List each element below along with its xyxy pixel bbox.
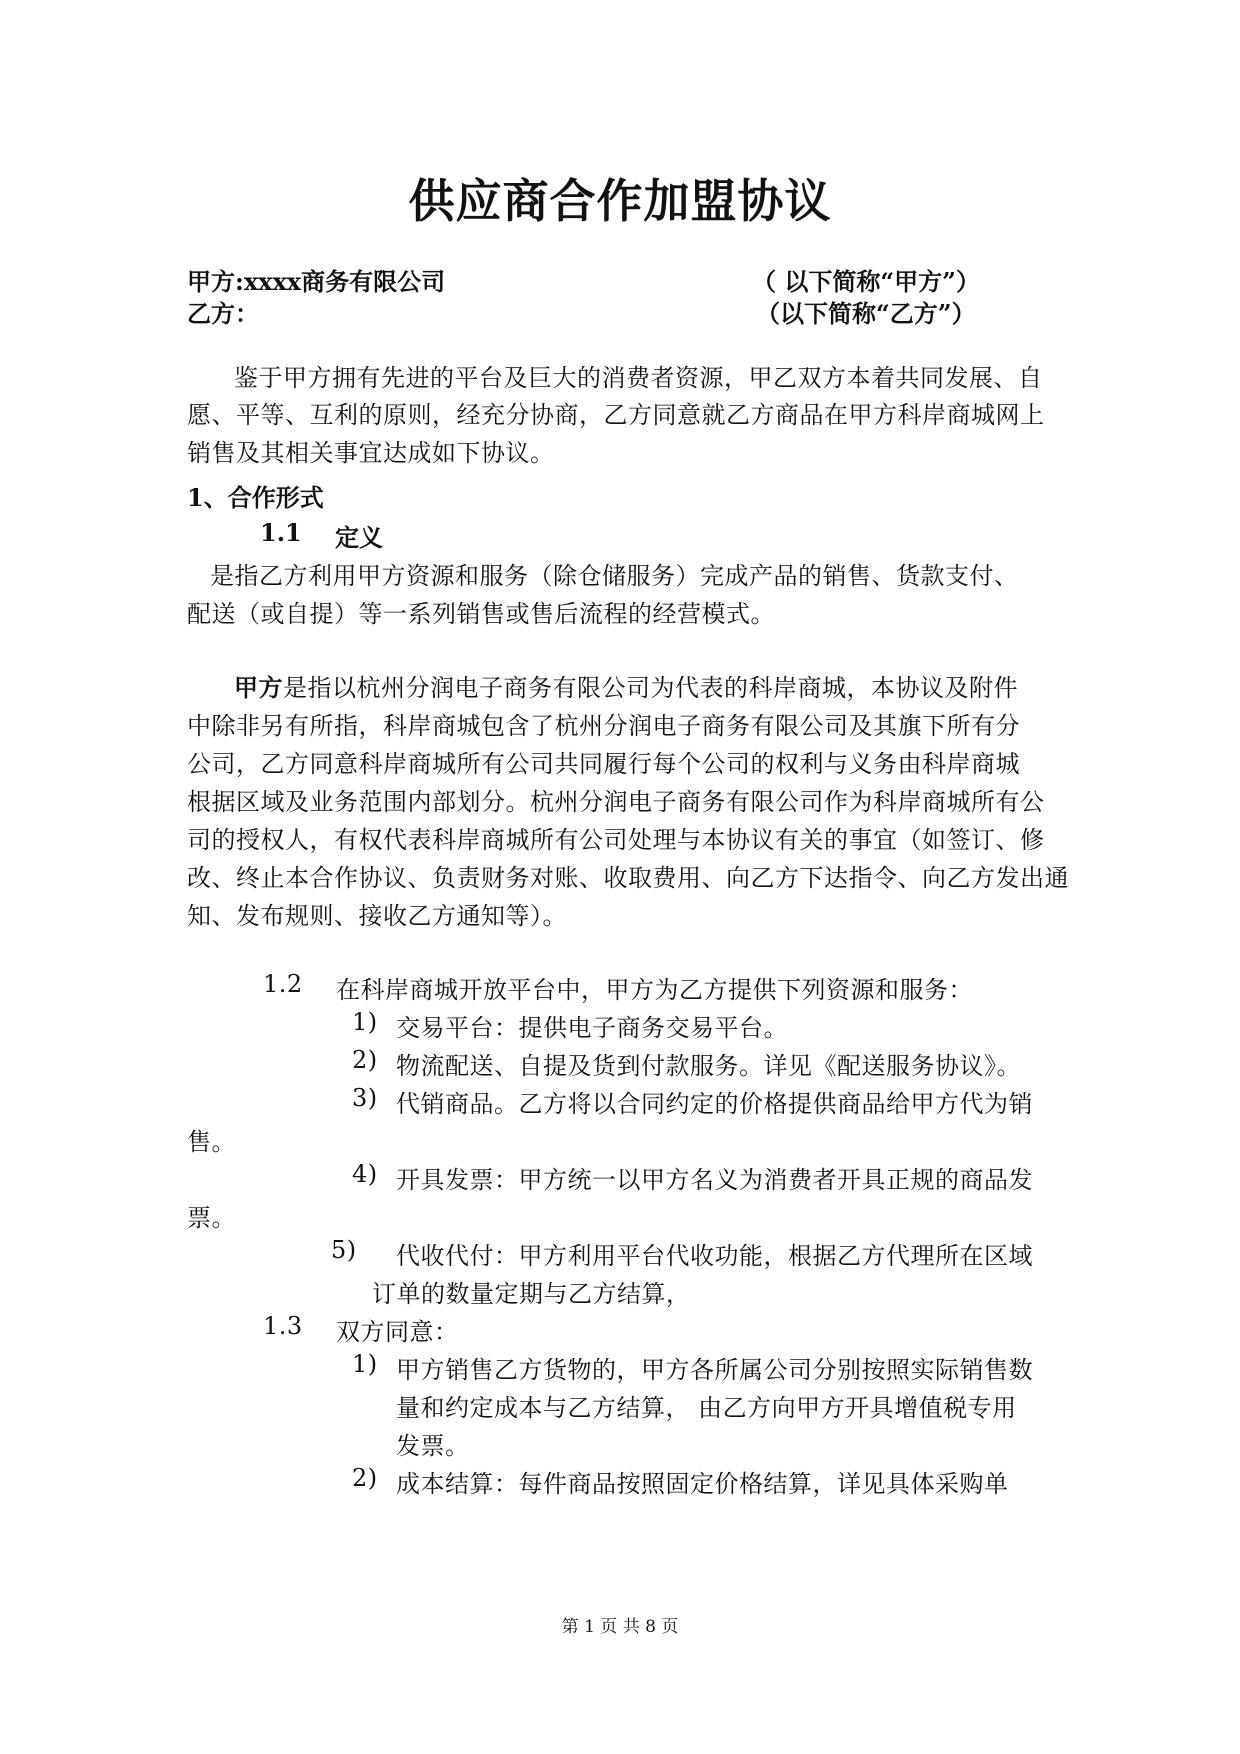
party-b-alias: （以下简称“乙方”） [756, 299, 976, 328]
list-item-number: 5) [331, 1236, 357, 1264]
list-item-text: 量和约定成本与乙方结算， 由乙方向甲方开具增值税专用 [396, 1394, 1017, 1422]
preamble-line: 销售及其相关事宜达成如下协议。 [187, 439, 555, 467]
party-a-definition-text: 是指以杭州分润电子商务有限公司为代表的科岸商城，本协议及附件 [283, 674, 1018, 702]
definition-line: 是指乙方利用甲方资源和服务（除仓储服务）完成产品的销售、货款支付、 [210, 562, 1019, 590]
list-item-text: 代销商品。乙方将以合同约定的价格提供商品给甲方代为销 [396, 1090, 1033, 1118]
party-a-definition-line: 改、终止本合作协议、负责财务对账、收取费用、向乙方下达指令、向乙方发出通 [187, 864, 1069, 892]
list-item-text: 交易平台：提供电子商务交易平台。 [396, 1014, 788, 1042]
clause-1-1-title: 定义 [335, 523, 383, 552]
party-a-definition-first-line [234, 668, 1018, 703]
party-a-alias: （ 以下简称“甲方”） [752, 267, 980, 296]
list-item-text: 甲方销售乙方货物的，甲方各所属公司分别按照实际销售数 [396, 1356, 1033, 1384]
list-item-text: 成本结算：每件商品按照固定价格结算，详见具体采购单 [396, 1470, 1009, 1498]
list-item-text: 发票。 [396, 1432, 470, 1460]
clause-1-3-text: 双方同意： [336, 1318, 459, 1346]
list-item-text: 开具发票：甲方统一以甲方名义为消费者开具正规的商品发 [396, 1166, 1033, 1194]
section-1-heading: 1、合作形式 [187, 483, 324, 512]
clause-1-1-number: 1.1 [260, 518, 302, 547]
party-b-label: 乙方： [187, 299, 259, 328]
list-item-continuation: 售。 [187, 1128, 236, 1156]
list-item-number: 2) [352, 1464, 378, 1492]
party-a-definition-line: 司的授权人，有权代表科岸商城所有公司处理与本协议有关的事宜（如签订、修 [187, 826, 1045, 854]
definition-line: 配送（或自提）等一系列销售或售后流程的经营模式。 [187, 600, 775, 628]
party-a-definition-line: 公司，乙方同意科岸商城所有公司共同履行每个公司的权利与义务由科岸商城 [187, 750, 1020, 778]
preamble-line: 愿、平等、互利的原则，经充分协商，乙方同意就乙方商品在甲方科岸商城网上 [187, 401, 1045, 429]
list-item-continuation: 票。 [187, 1204, 236, 1232]
list-item-continuation: 订单的数量定期与乙方结算， [372, 1280, 691, 1308]
list-item-number: 2) [352, 1046, 378, 1074]
clause-1-2-number: 1.2 [263, 970, 303, 998]
clause-1-3-number: 1.3 [263, 1312, 303, 1340]
document-title: 供应商合作加盟协议 [408, 174, 832, 228]
party-a-definition-line: 根据区域及业务范围内部划分。杭州分润电子商务有限公司作为科岸商城所有公 [187, 788, 1045, 816]
party-a-definition-line: 中除非另有所指，科岸商城包含了杭州分润电子商务有限公司及其旗下所有分 [187, 712, 1020, 740]
preamble-line: 鉴于甲方拥有先进的平台及巨大的消费者资源，甲乙双方本着共同发展、自 [234, 364, 1043, 392]
list-item-number: 1) [352, 1350, 378, 1378]
party-a-term: 甲方 [234, 673, 283, 702]
party-a-label: 甲方:xxxx商务有限公司 [187, 267, 446, 296]
list-item-text: 代收代付：甲方利用平台代收功能，根据乙方代理所在区域 [396, 1242, 1033, 1270]
list-item-text: 物流配送、自提及货到付款服务。详见《配送服务协议》。 [396, 1052, 1021, 1080]
page-footer: 第 1 页 共 8 页 [561, 1617, 679, 1637]
list-item-number: 3) [352, 1084, 378, 1112]
clause-1-2-text: 在科岸商城开放平台中，甲方为乙方提供下列资源和服务： [336, 976, 973, 1004]
list-item-number: 4) [352, 1160, 378, 1188]
list-item-number: 1) [352, 1008, 378, 1036]
party-a-definition-line: 知、发布规则、接收乙方通知等）。 [187, 902, 567, 930]
